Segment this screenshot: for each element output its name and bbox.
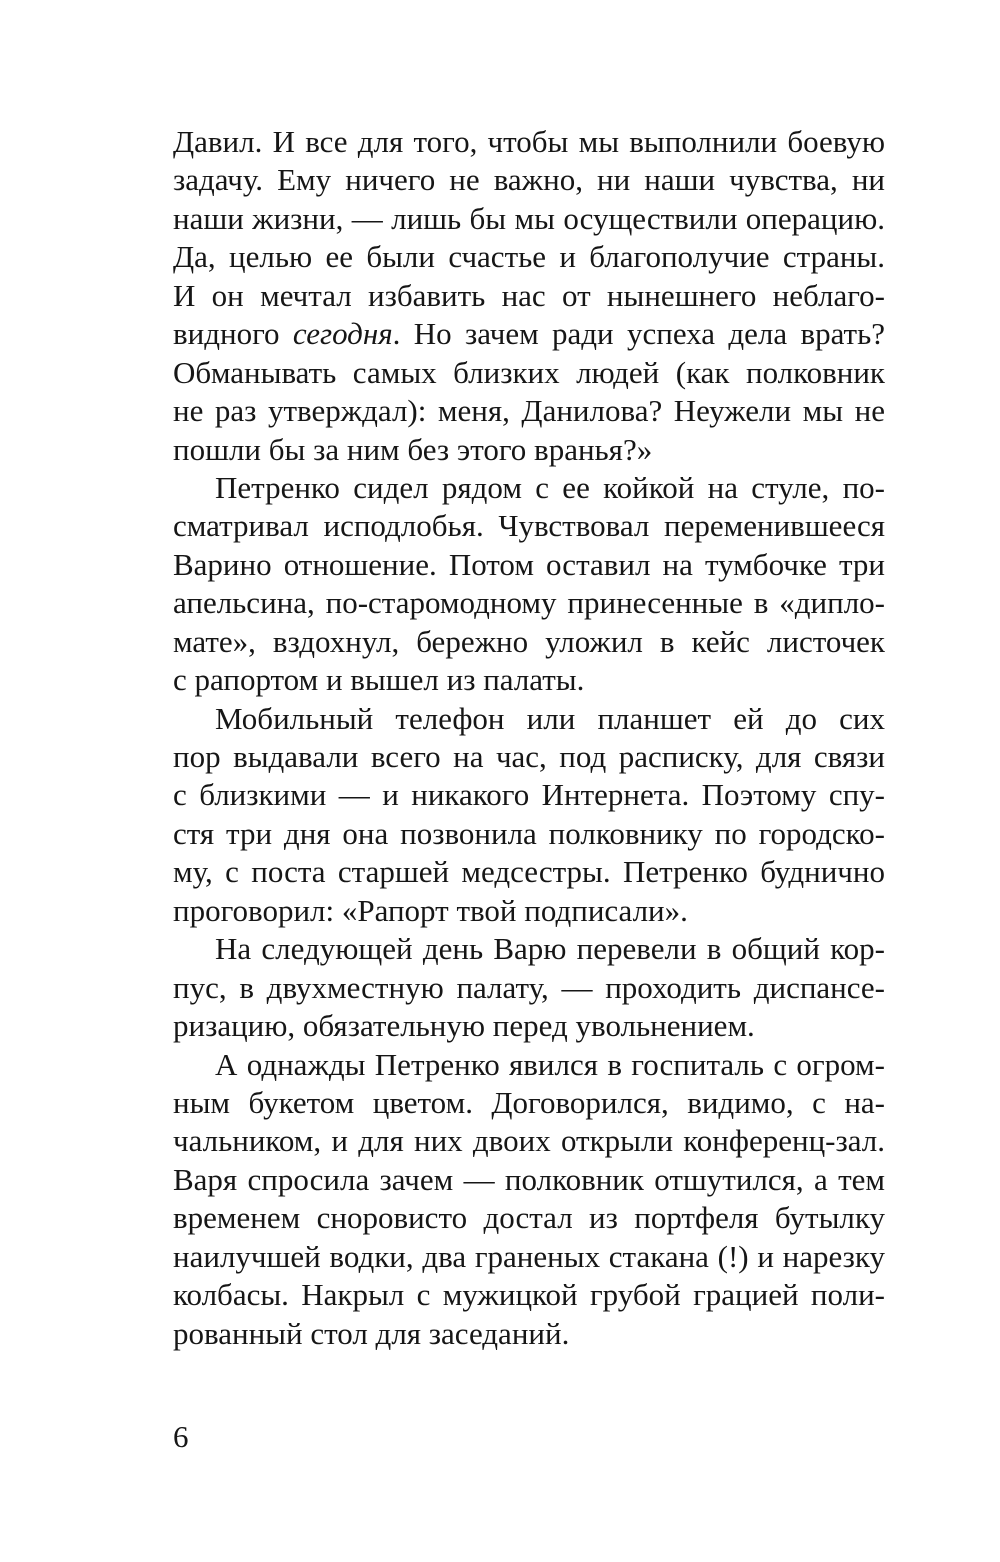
text-line xyxy=(173,1161,885,1199)
text-line xyxy=(173,200,885,238)
text-line xyxy=(173,546,885,584)
text-line xyxy=(173,315,885,353)
text-line xyxy=(173,507,885,545)
text-line xyxy=(173,623,885,661)
text-segment: не раз утверждал): меня, Данилова? Неужели мы не xyxy=(173,393,885,429)
text-segment: с близкими — и никакого Интернета. Поэтому спу- xyxy=(173,777,885,813)
text-segment: ризацию, обязательную перед увольнением. xyxy=(173,1008,755,1044)
text-line xyxy=(173,431,885,469)
text-line xyxy=(173,815,885,853)
text-line xyxy=(173,853,885,891)
text-segment: Варя спросила зачем — полковник отшутился, а тем xyxy=(173,1161,885,1197)
text-segment: Мобильный телефон или планшет ей до сих xyxy=(215,700,885,736)
text-line xyxy=(173,738,885,776)
text-line xyxy=(173,354,885,392)
text-line xyxy=(173,776,885,814)
text-segment: му, с поста старшей медсестры. Петренко буднично xyxy=(173,854,885,890)
text-segment: И он мечтал избавить нас от нынешнего неблаго- xyxy=(173,277,885,313)
text-segment: А однажды Петренко явился в госпиталь с огром- xyxy=(215,1046,885,1082)
text-line xyxy=(173,930,885,968)
text-line xyxy=(173,700,885,738)
text-segment: задачу. Ему ничего не важно, ни наши чувства, ни xyxy=(173,162,885,198)
text-segment: Обманывать самых близких людей (как полковник xyxy=(173,354,885,390)
text-line xyxy=(173,661,885,699)
text-segment: видного xyxy=(173,316,293,352)
text-line xyxy=(173,161,885,199)
text-line xyxy=(173,123,885,161)
text-segment: Варино отношение. Потом оставил на тумбочке три xyxy=(173,546,885,582)
body-text xyxy=(173,123,885,1353)
text-segment: сматривал исподлобья. Чувствовал переменившееся xyxy=(173,508,885,544)
italic-text: сегодня xyxy=(292,316,393,352)
text-line xyxy=(173,1084,885,1122)
text-line xyxy=(173,584,885,622)
text-segment: пошли бы за ним без этого вранья?» xyxy=(173,431,653,467)
text-line xyxy=(173,238,885,276)
text-line xyxy=(173,392,885,430)
text-segment: рованный стол для заседаний. xyxy=(173,1315,570,1351)
text-line xyxy=(173,1122,885,1160)
text-segment: пус, в двухместную палату, — проходить диспансе- xyxy=(173,969,885,1005)
text-line xyxy=(173,969,885,1007)
text-segment: проговорил: «Рапорт твой подписали». xyxy=(173,892,688,928)
text-line xyxy=(173,892,885,930)
text-line xyxy=(173,1276,885,1314)
text-segment: наши жизни, — лишь бы мы осуществили операцию. xyxy=(173,200,885,236)
text-segment: Да, целью ее были счастье и благополучие страны. xyxy=(173,239,885,275)
text-segment: Давил. И все для того, чтобы мы выполнили боевую xyxy=(173,124,885,159)
text-segment: чальником, и для них двоих открыли конференц-зал. xyxy=(173,1123,885,1159)
text-segment: колбасы. Накрыл с мужицкой грубой грацией поли- xyxy=(173,1277,885,1313)
text-segment: Петренко сидел рядом с ее койкой на стуле, по- xyxy=(215,469,885,505)
text-line xyxy=(173,277,885,315)
text-segment: . Но зачем ради успеха дела врать? xyxy=(392,316,885,352)
page-number: 6 xyxy=(173,1419,189,1454)
text-segment: стя три дня она позвонила полковнику по городско- xyxy=(173,815,885,851)
text-segment: ным букетом цветом. Договорился, видимо, с на- xyxy=(173,1084,885,1120)
text-segment: мате», вздохнул, бережно уложил в кейс листочек xyxy=(173,623,885,659)
text-segment: На следующей день Варю перевели в общий кор- xyxy=(215,931,885,967)
text-line xyxy=(173,1046,885,1084)
text-line xyxy=(173,1007,885,1045)
text-segment: с рапортом и вышел из палаты. xyxy=(173,662,585,698)
text-segment: временем сноровисто достал из портфеля бутылку xyxy=(173,1200,885,1236)
text-line xyxy=(173,1199,885,1237)
text-line xyxy=(173,1238,885,1276)
text-segment: апельсина, по-старомодному принесенные в «дипло- xyxy=(173,585,885,621)
text-line xyxy=(173,1315,885,1353)
text-segment: наилучшей водки, два граненых стакана (!) и нарезку xyxy=(173,1238,885,1274)
text-segment: пор выдавали всего на час, под расписку, для связи xyxy=(173,739,885,774)
text-line xyxy=(173,469,885,507)
